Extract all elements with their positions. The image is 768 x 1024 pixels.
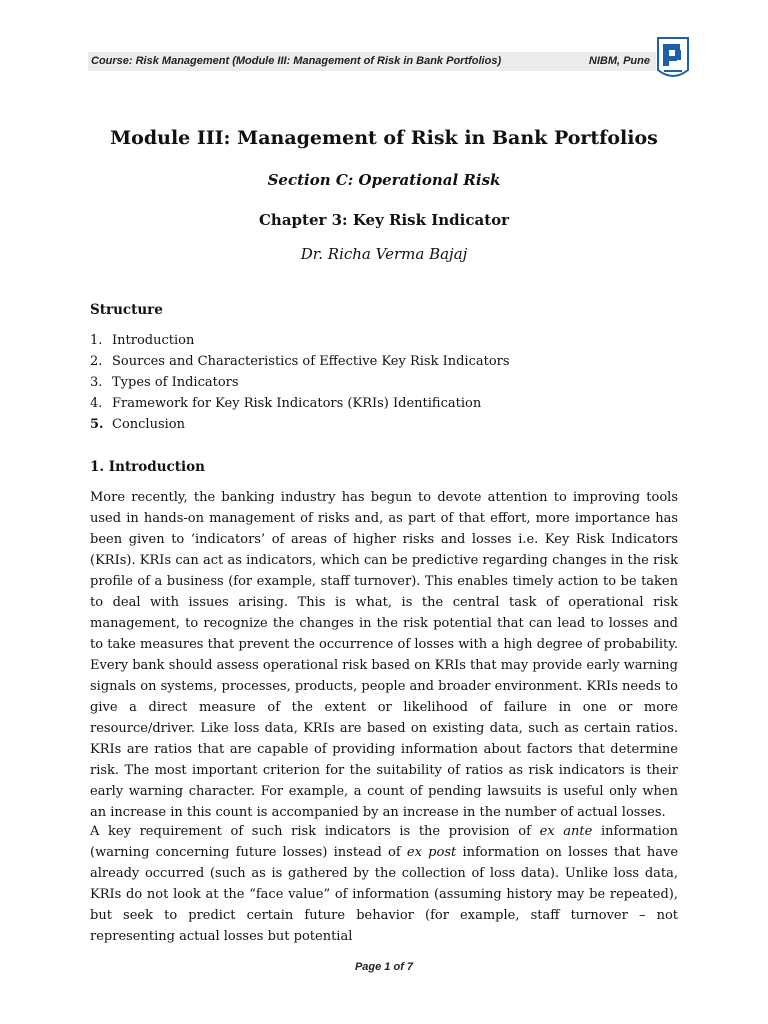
module-title: Module III: Management of Risk in Bank Portfolios xyxy=(110,127,658,149)
introduction-heading: 1. Introduction xyxy=(90,459,205,475)
introduction-paragraph-1: More recently, the banking industry has begun to devote attention to improving tools used in hands-on management of risks and, as part of that effort, more importance has been given to ‘indicators’ of areas of higher risks and losses i.e. Key Risk Indicators (KRIs). KRIs can act as indicators, which can be predictive regarding changes in the risk profile of a business (for example, staff turnover). This enables timely action to be taken to deal with issues arising. This is what, is the central task of operational risk management, to recognize the changes in the risk potential that can lead to losses and to take measures that prevent the occurrence of losses with a high degree of probability. Every bank should assess operational risk based on KRIs that may provide early warning signals on systems, processes, products, people and broader environment. KRIs needs to give a direct measure of the extent or likelihood of failure in one or more resource/driver. Like loss data, KRIs are based on existing data, such as certain ratios. KRIs are ratios that are capable of providing information about factors that determine risk. The most important criterion for the suitability of ratios as risk indicators is their early warning character. For example, a count of pending lawsuits is useful only when an increase in this count is accompanied by an increase in the number of actual losses. xyxy=(90,490,678,820)
course-title: Course: Risk Management (Module III: Management of Risk in Bank Portfolios) xyxy=(91,55,502,67)
list-item: 4. Framework for Key Risk Indicators (KRIs) Identification xyxy=(90,396,482,411)
list-item: 5. Conclusion xyxy=(90,417,185,432)
list-item: 3. Types of Indicators xyxy=(90,375,239,390)
institute-name: NIBM, Pune xyxy=(588,55,650,67)
page-header xyxy=(88,52,656,71)
structure-list xyxy=(90,330,678,435)
author-name: Dr. Richa Verma Bajaj xyxy=(300,245,468,263)
nibm-logo-icon xyxy=(656,36,690,82)
page-number: Page 1 of 7 xyxy=(354,961,414,973)
list-item: 1. Introduction xyxy=(90,333,195,348)
list-item: 2. Sources and Characteristics of Effective Key Risk Indicators xyxy=(90,354,510,369)
introduction-paragraph-2: A key requirement of such risk indicators is the provision of ex ante information (warning concerning future losses) instead of ex post information on losses that have already occurred (such as is gathered by the collection of loss data). Unlike loss data, KRIs do not look at the “face value” of information (assuming history may be repeated), but seek to predict certain future behavior (for example, staff turnover – not representing actual losses but potential xyxy=(90,824,679,944)
section-title: Section C: Operational Risk xyxy=(267,171,501,189)
chapter-title: Chapter 3: Key Risk Indicator xyxy=(258,211,510,229)
structure-heading: Structure xyxy=(90,302,163,318)
